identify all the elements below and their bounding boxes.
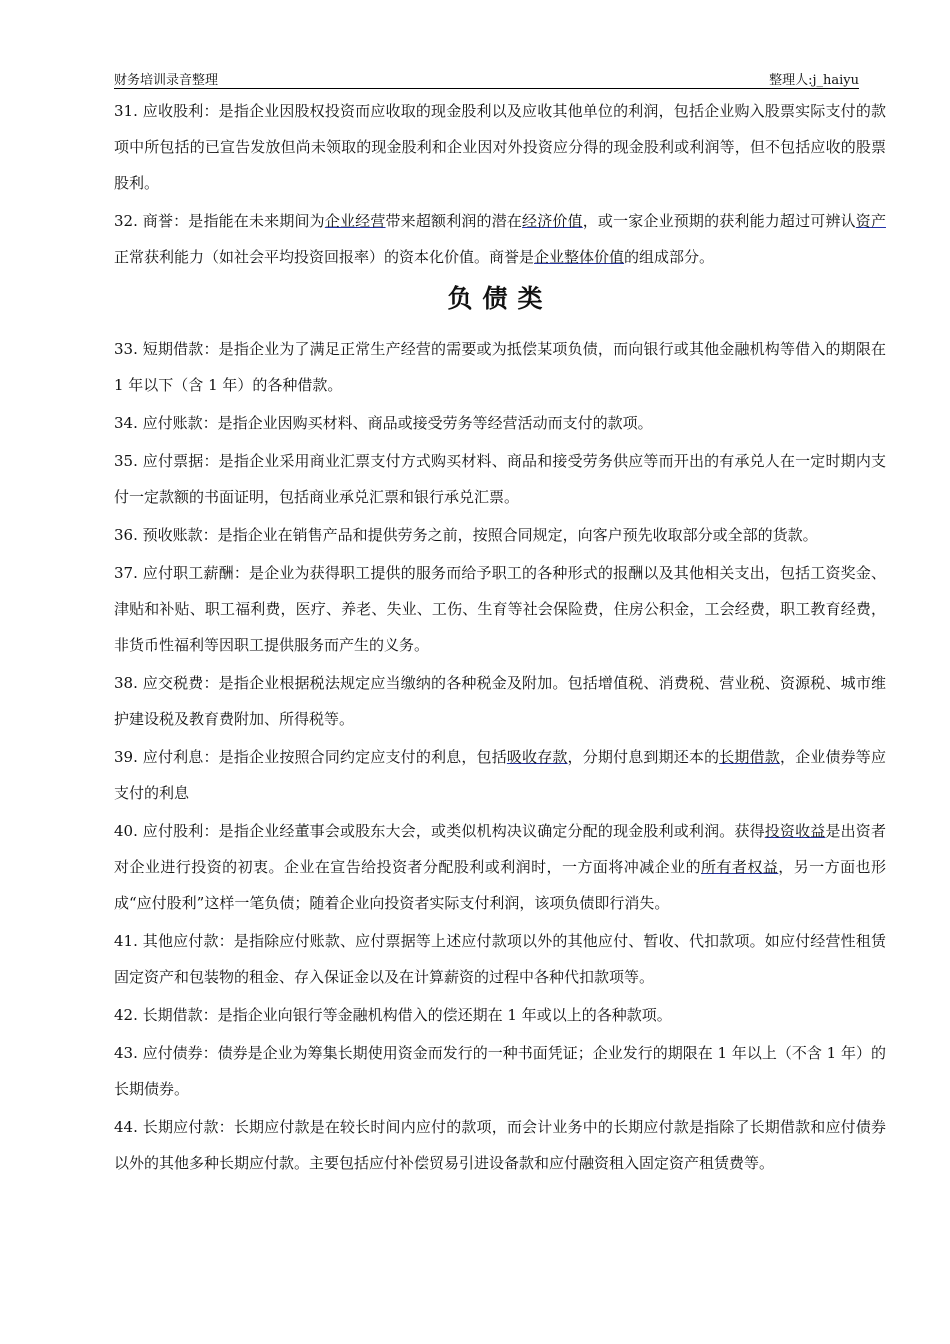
entry-39 (114, 739, 886, 811)
entry-32-text: 32. 商誉：是指能在未来期间为 (114, 212, 325, 230)
entry-40-text: 是出资者对企业进行投资的初衷。企业在宣告给投资者分配股利或利润时，一方面将冲减企业的 (114, 822, 886, 876)
link-owners-equity[interactable]: 所有者权益 (701, 858, 779, 876)
entry-40-text: ，另一方面也形成“应付股利”这样一笔负债；随着企业向投资者实际支付利润，该项负债即行消失。 (114, 858, 886, 912)
header-left-title: 财务培训录音整理 (114, 73, 219, 88)
link-enterprise-total-value[interactable]: 企业整体价值 (534, 248, 625, 266)
entry-40-text: 40. 应付股利：是指企业经董事会或股东大会，或类似机构决议确定分配的现金股利或利润。获得 (114, 822, 765, 840)
entry-43: 43. 应付债券：债券是企业为筹集长期使用资金而发行的一种书面凭证；企业发行的期限在 1 年以上（不含 1 年）的长期债券。 (114, 1044, 886, 1098)
entry-34: 34. 应付账款：是指企业因购买材料、商品或接受劳务等经营活动而支付的款项。 (114, 414, 653, 432)
entry-32-text: 的组成部分。 (624, 248, 715, 266)
entry-44: 44. 长期应付款：长期应付款是在较长时间内应付的款项，而会计业务中的长期应付款是指除了长期借款和应付债券以外的其他多种长期应付款。主要包括应付补偿贸易引进设备款和应付融资租入固定资产租赁费等。 (114, 1118, 886, 1172)
page-header (114, 66, 859, 89)
entry-38: 38. 应交税费：是指企业根据税法规定应当缴纳的各种税金及附加。包括增值税、消费税、营业税、资源税、城市维护建设税及教育费附加、所得税等。 (114, 674, 886, 728)
entry-42: 42. 长期借款：是指企业向银行等金融机构借入的偿还期在 1 年或以上的各种款项。 (114, 1006, 672, 1024)
link-economic-value[interactable]: 经济价值 (522, 212, 583, 230)
entry-32-text: ，或一家企业预期的获利能力超过可辨认 (582, 212, 856, 230)
entry-40 (114, 813, 886, 921)
entry-39-text: ，企业债券等应支付的利息 (114, 748, 886, 802)
header-right-author: 整理人:j_haiyu (769, 73, 859, 88)
document-body (114, 93, 886, 1181)
link-enterprise-operation[interactable]: 企业经营 (324, 212, 386, 230)
link-investment-income[interactable]: 投资收益 (764, 822, 826, 840)
entry-32 (114, 203, 886, 275)
link-absorbed-deposits[interactable]: 吸收存款 (506, 748, 568, 766)
entry-31: 31. 应收股利：是指企业因股权投资而应收取的现金股利以及应收其他单位的利润，包括企业购入股票实际支付的款项中所包括的已宣告发放但尚未领取的现金股利和企业因对外投资应分得的现金股利或利润等，但不包括应收的股票股利。 (114, 102, 886, 192)
entry-36: 36. 预收账款：是指企业在销售产品和提供劳务之前，按照合同规定，向客户预先收取部分或全部的货款。 (114, 526, 818, 544)
entry-35: 35. 应付票据：是指企业采用商业汇票支付方式购买材料、商品和接受劳务供应等而开出的有承兑人在一定时期内支付一定款额的书面证明，包括商业承兑汇票和银行承兑汇票。 (114, 452, 886, 506)
entry-32-text: 正常获利能力（如社会平均投资回报率）的资本化价值。商誉是 (114, 248, 535, 266)
entry-41: 41. 其他应付款：是指除应付账款、应付票据等上述应付款项以外的其他应付、暂收、代扣款项。如应付经营性租赁固定资产和包装物的租金、存入保证金以及在计算薪资的过程中各种代扣款项等。 (114, 932, 886, 986)
entry-39-text: 39. 应付利息：是指企业按照合同约定应支付的利息，包括 (114, 748, 507, 766)
entry-33: 33. 短期借款：是指企业为了满足正常生产经营的需要或为抵偿某项负债，而向银行或其他金融机构等借入的期限在 1 年以下（含 1 年）的各种借款。 (114, 340, 886, 394)
entry-37: 37. 应付职工薪酬：是企业为获得职工提供的服务而给予职工的各种形式的报酬以及其他相关支出，包括工资奖金、津贴和补贴、职工福利费，医疗、养老、失业、工伤、生育等社会保险费，住房公积金，工会经费，职工教育经费，非货币性福利等因职工提供服务而产生的义务。 (114, 564, 886, 654)
link-assets[interactable]: 资产 (855, 212, 886, 230)
entry-39-text: ，分期付息到期还本的 (567, 748, 720, 766)
section-title-liabilities: 负债类 (447, 284, 553, 313)
link-long-term-loans[interactable]: 长期借款 (719, 748, 780, 766)
entry-32-text: 带来超额利润的潜在 (385, 212, 523, 230)
